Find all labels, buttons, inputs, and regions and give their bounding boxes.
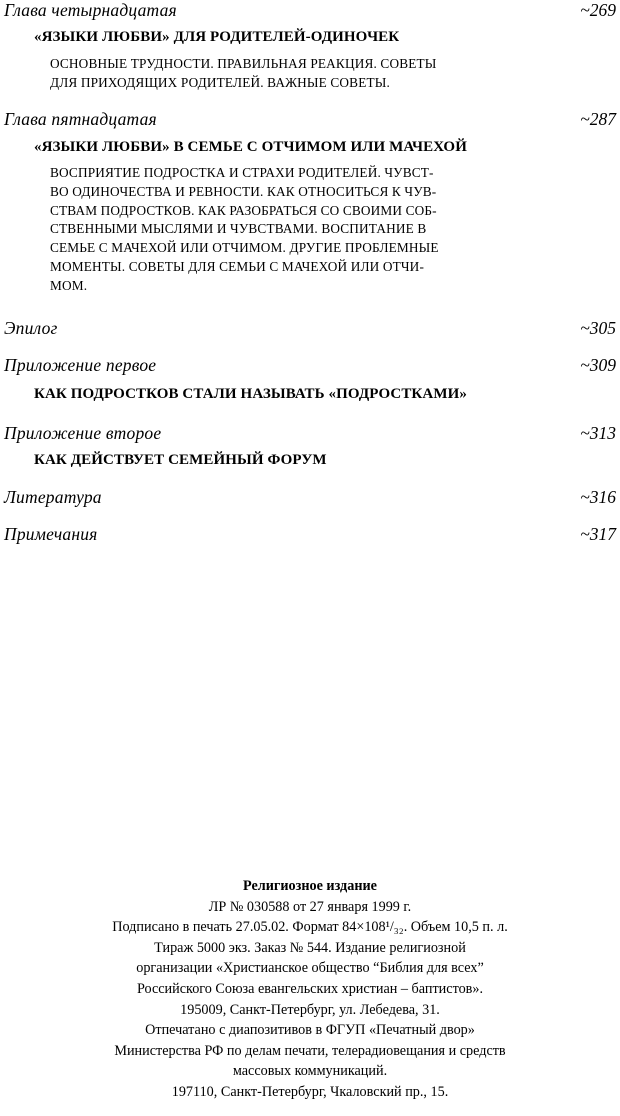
chapter-title: Примечания bbox=[4, 524, 98, 544]
page-number: ~269 bbox=[580, 0, 616, 20]
imprint-block bbox=[0, 876, 620, 1103]
chapter-title: Глава пятнадцатая bbox=[4, 109, 157, 129]
description-line: МОМ. bbox=[50, 277, 88, 293]
chapter-subtitle: КАК ПОДРОСТКОВ СТАЛИ НАЗЫВАТЬ «ПОДРОСТКАМИ» bbox=[34, 386, 467, 402]
page-number: ~287 bbox=[580, 109, 616, 129]
page-number: ~316 bbox=[580, 487, 616, 507]
imprint-line: Министерства РФ по делам печати, телерадиовещания и средств bbox=[114, 1042, 506, 1059]
page-number: ~317 bbox=[580, 524, 616, 544]
imprint-line: организации «Христианское общество “Библия для всех” bbox=[136, 960, 484, 977]
page-number: ~305 bbox=[580, 318, 616, 338]
imprint-line: Тираж 5000 экз. Заказ № 544. Издание религиозной bbox=[154, 939, 466, 956]
imprint-line: массовых коммуникаций. bbox=[232, 1063, 388, 1080]
description-line: ДЛЯ ПРИХОДЯЩИХ РОДИТЕЛЕЙ. ВАЖНЫЕ СОВЕТЫ. bbox=[50, 74, 390, 90]
page-number: ~313 bbox=[580, 423, 616, 443]
chapter-subtitle: «ЯЗЫКИ ЛЮБВИ» ДЛЯ РОДИТЕЛЕЙ-ОДИНОЧЕК bbox=[34, 29, 400, 45]
chapter-subtitle: КАК ДЕЙСТВУЕТ СЕМЕЙНЫЙ ФОРУМ bbox=[34, 452, 327, 468]
description-line: ВОСПРИЯТИЕ ПОДРОСТКА И СТРАХИ РОДИТЕЛЕЙ. ЧУВСТ- bbox=[50, 165, 434, 180]
imprint-line: 197110, Санкт-Петербург, Чкаловский пр., 15. bbox=[171, 1083, 449, 1100]
chapter-title: Эпилог bbox=[4, 318, 58, 338]
chapter-description bbox=[50, 164, 580, 296]
description-line: ВО ОДИНОЧЕСТВА И РЕВНОСТИ. КАК ОТНОСИТЬСЯ К ЧУВ- bbox=[50, 183, 437, 199]
chapter-title: Приложение первое bbox=[4, 355, 157, 375]
imprint-line: 195009, Санкт-Петербург, ул. Лебедева, 31. bbox=[180, 1001, 440, 1018]
imprint-line: Российского Союза евангельских христиан – баптистов». bbox=[136, 980, 484, 997]
description-line: ОСНОВНЫЕ ТРУДНОСТИ. ПРАВИЛЬНАЯ РЕАКЦИЯ. СОВЕТЫ bbox=[50, 56, 437, 71]
chapter-title: Приложение второе bbox=[4, 423, 162, 443]
imprint-line: Отпечатано с диапозитивов в ФГУП «Печатный двор» bbox=[145, 1022, 475, 1039]
description-line: МОМЕНТЫ. СОВЕТЫ ДЛЯ СЕМЬИ С МАЧЕХОЙ ИЛИ ОТЧИ- bbox=[50, 258, 425, 274]
chapter-description bbox=[50, 55, 580, 93]
imprint-line: Подписано в печать 27.05.02. Формат 84×108¹/₃₂. Объем 10,5 п. л. bbox=[112, 919, 508, 936]
description-line: СТВЕННЫМИ МЫСЛЯМИ И ЧУВСТВАМИ. ВОСПИТАНИЕ В bbox=[50, 221, 427, 237]
chapter-subtitle: «ЯЗЫКИ ЛЮБВИ» В СЕМЬЕ С ОТЧИМОМ ИЛИ МАЧЕХОЙ bbox=[34, 139, 467, 155]
chapter-title: Глава четырнадцатая bbox=[4, 0, 177, 20]
imprint-heading: Религиозное издание bbox=[243, 878, 377, 894]
chapter-title: Литература bbox=[4, 487, 102, 507]
page-number: ~309 bbox=[580, 355, 616, 375]
description-line: СЕМЬЕ С МАЧЕХОЙ ИЛИ ОТЧИМОМ. ДРУГИЕ ПРОБЛЕМНЫЕ bbox=[50, 240, 439, 256]
description-line: СТВАМ ПОДРОСТКОВ. КАК РАЗОБРАТЬСЯ СО СВОИМИ СОБ- bbox=[50, 202, 437, 218]
imprint-line: ЛР № 030588 от 27 января 1999 г. bbox=[208, 898, 412, 915]
